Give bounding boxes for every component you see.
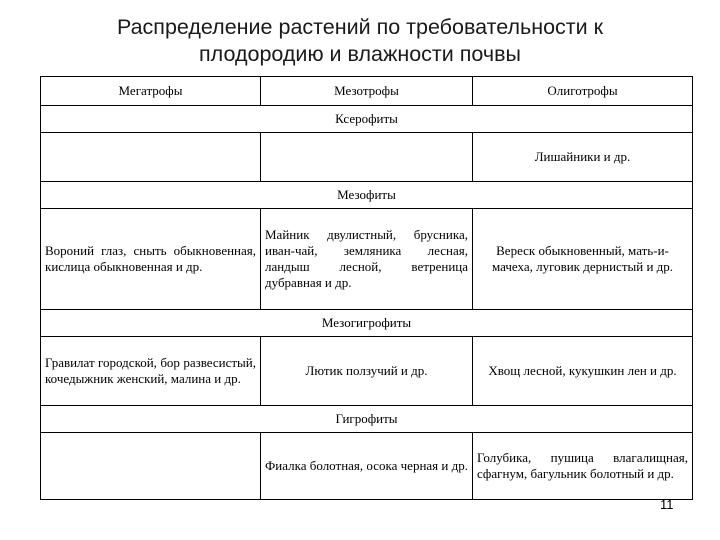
slide-title <box>0 14 720 68</box>
page-number: 11 <box>660 497 674 512</box>
col-header-megatrophs: Мегатрофы <box>41 77 261 106</box>
col-header-mesotrophs: Мезотрофы <box>261 77 473 106</box>
group-row-xerophytes <box>41 106 693 133</box>
cell-mesohyg-mega: Гравилат городской, бор развесистый, кочедыжник женский, малина и др. <box>41 337 261 406</box>
mesophytes-row <box>41 209 693 310</box>
header-row <box>41 77 693 106</box>
xerophytes-row <box>41 133 693 182</box>
cell-mesohyg-oligo: Хвощ лесной, кукушкин лен и др. <box>473 337 693 406</box>
cell-hyg-oligo: Голубика, пушица влагалищная, сфагнум, багульник болотный и др. <box>473 433 693 500</box>
plant-distribution-table <box>40 76 693 500</box>
group-label-mesohygrophytes: Мезогигрофиты <box>41 310 693 337</box>
hygrophytes-row <box>41 433 693 500</box>
group-row-mesophytes <box>41 182 693 209</box>
cell-meso-oligo: Вереск обыкновенный, мать-и-мачеха, луговик дернистый и др. <box>473 209 693 310</box>
title-line-2: плодородию и влажности почвы <box>199 42 521 66</box>
group-label-hygrophytes: Гигрофиты <box>41 406 693 433</box>
title-line-1: Распределение растений по требовательности к <box>116 15 604 39</box>
cell-meso-mezo: Майник двулистный, брусника, иван-чай, земляника лесная, ландыш лесной, ветреница дубравная и др. <box>261 209 473 310</box>
cell-hyg-mezo: Фиалка болотная, осока черная и др. <box>261 433 473 500</box>
cell-xero-mega <box>41 133 261 182</box>
cell-hyg-mega <box>41 433 261 500</box>
cell-xero-oligo: Лишайники и др. <box>473 133 693 182</box>
group-row-mesohygrophytes <box>41 310 693 337</box>
cell-xero-mezo <box>261 133 473 182</box>
group-row-hygrophytes <box>41 406 693 433</box>
group-label-mesophytes: Мезофиты <box>41 182 693 209</box>
cell-meso-mega: Вороний глаз, сныть обыкновенная, кислица обыкновенная и др. <box>41 209 261 310</box>
cell-mesohyg-mezo: Лютик ползучий и др. <box>261 337 473 406</box>
col-header-oligotrophs: Олиготрофы <box>473 77 693 106</box>
mesohygrophytes-row <box>41 337 693 406</box>
group-label-xerophytes: Ксерофиты <box>41 106 693 133</box>
